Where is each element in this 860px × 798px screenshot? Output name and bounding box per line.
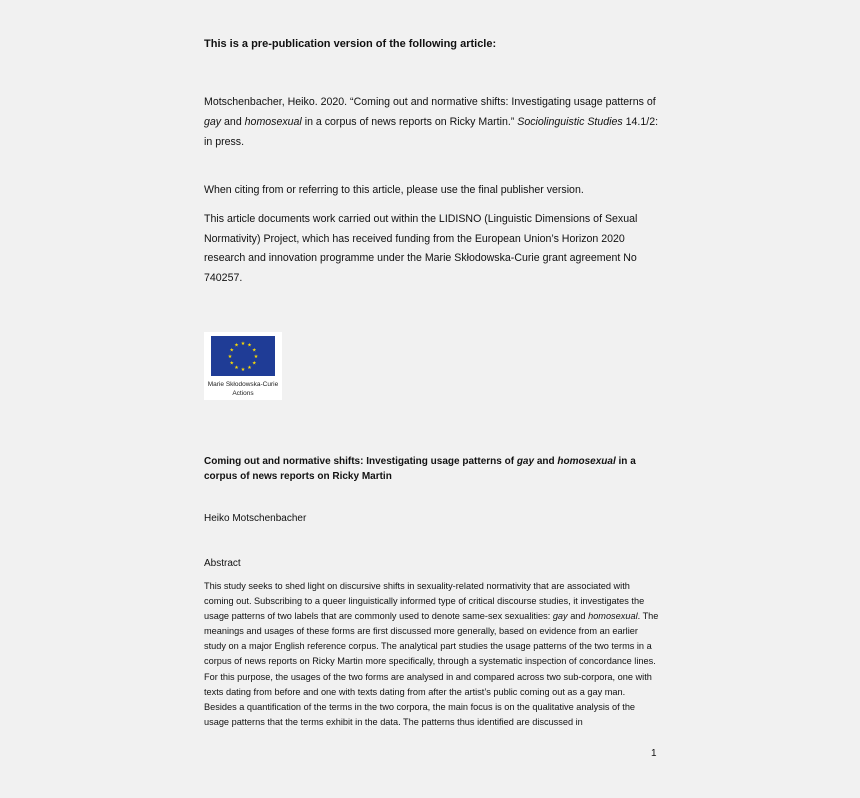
eu-flag-icon <box>211 336 275 376</box>
star-icon: ★ <box>227 353 233 360</box>
star-icon: ★ <box>253 353 259 360</box>
star-icon: ★ <box>252 347 257 354</box>
paper-title <box>204 454 659 484</box>
logo-caption-line1: Marie Skłodowska-Curie <box>207 381 279 388</box>
prepublication-note: This is a pre-publication version of the following article: <box>204 38 497 50</box>
citation-term-homosexual: homosexual <box>244 116 302 128</box>
star-icon: ★ <box>247 365 252 372</box>
citation-text: in a corpus of news reports on Ricky Martin.” <box>301 116 518 128</box>
title-term-homosexual: homosexual <box>557 456 616 467</box>
star-icon: ★ <box>234 365 239 372</box>
page-number: 1 <box>651 748 657 759</box>
star-icon: ★ <box>247 342 252 349</box>
star-icon: ★ <box>240 340 246 347</box>
abstract-term-gay: gay <box>552 611 568 622</box>
title-text: Coming out and normative shifts: Investigating usage patterns of <box>204 456 517 467</box>
citation-text: 14.1/2: in press. <box>204 116 659 148</box>
title-text: and <box>534 456 558 467</box>
eu-msca-logo <box>204 332 282 400</box>
citation-text: and <box>221 116 245 128</box>
citation-term-gay: gay <box>204 116 222 128</box>
abstract-heading: Abstract <box>204 558 241 569</box>
abstract-body <box>204 579 660 730</box>
abstract-text: . The meanings and usages of these forms are first discussed more generally, based on evidence from an earlier study on a major English reference corpus. The analytical part studies the usage patterns of the two terms in a corpus of news reports on Ricky Martin more specifically, through a systematic inspection of concordance lines. For this purpose, the usages of the two forms are analysed in and compared across two sub-corpora, one with texts dating from before and one with texts dating from after the artist’s public coming out as a gay man. Besides a quantification of the terms in the two corpora, the main focus is on the qualitative analysis of the usage patterns that the terms exhibit in the data. The patterns thus identified are discussed in <box>204 611 659 727</box>
citation-text: Motschenbacher, Heiko. 2020. “Coming out and normative shifts: Investigating usage patterns of <box>204 96 656 108</box>
abstract-text: This study seeks to shed light on discursive shifts in sexuality-related normativity that are associated with coming out. Subscribing to a queer linguistically informed type of critical discourse studies, it investigates the usage patterns of two labels that are commonly used to denote same-sex sexualities: <box>204 581 645 622</box>
title-term-gay: gay <box>516 456 535 467</box>
star-icon: ★ <box>229 360 234 367</box>
citing-note: When citing from or referring to this article, please use the final publisher version. <box>204 184 584 196</box>
author-name: Heiko Motschenbacher <box>204 513 307 524</box>
abstract-text: and <box>567 611 589 622</box>
funding-note: This article documents work carried out within the LIDISNO (Linguistic Dimensions of Sexual Normativity) Project, which has received funding from the European Union’s Horizon 2020 research and innovation programme under the Marie Skłodowska-Curie grant agreement No 740257. <box>204 213 638 284</box>
citation <box>204 92 664 152</box>
abstract-term-homosexual: homosexual <box>588 611 638 622</box>
logo-caption-line2: Actions <box>232 390 254 397</box>
star-icon: ★ <box>252 360 257 367</box>
star-icon: ★ <box>240 366 246 373</box>
star-icon: ★ <box>229 347 234 354</box>
title-text: in a corpus of news reports on Ricky Martin <box>204 456 636 482</box>
star-icon: ★ <box>234 342 239 349</box>
citation-journal: Sociolinguistic Studies <box>517 116 623 128</box>
logo-caption <box>204 380 282 398</box>
